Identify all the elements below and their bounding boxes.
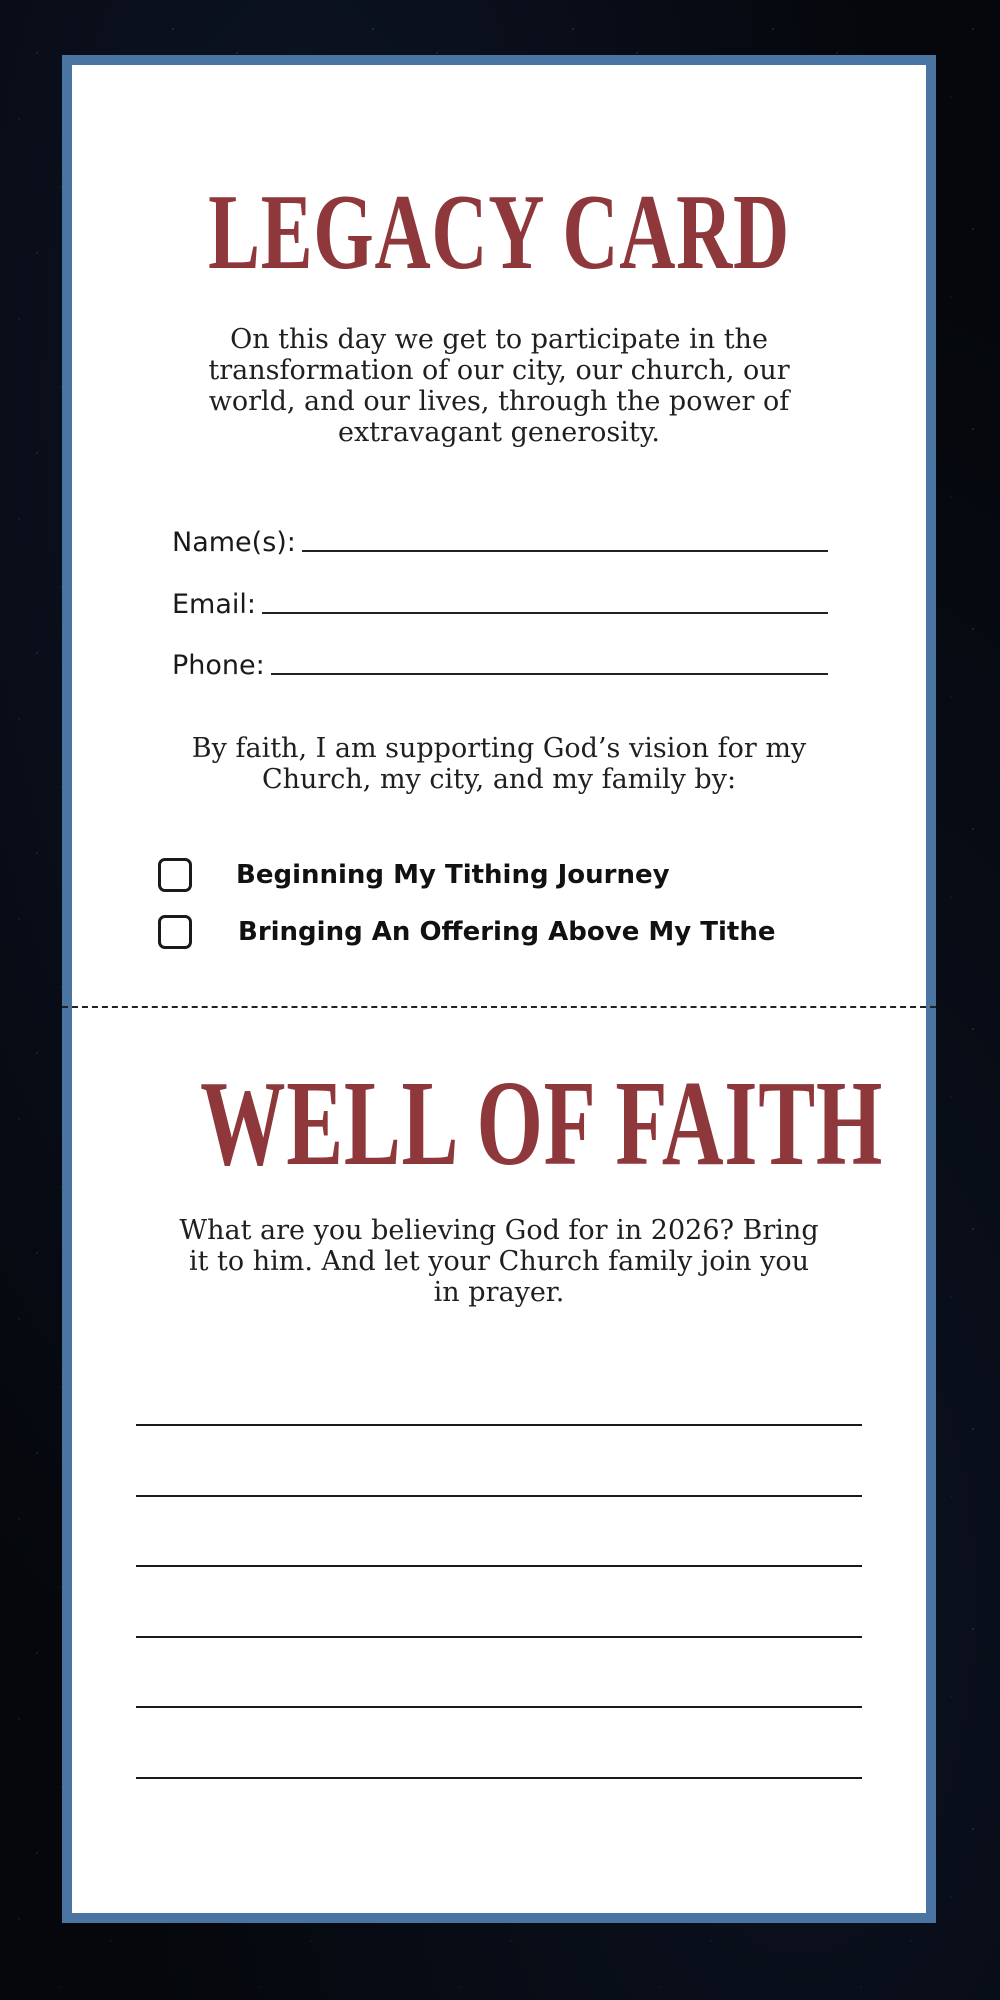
prayer-writing-line[interactable] xyxy=(136,1565,862,1567)
offering-above-tithe-option[interactable] xyxy=(158,912,775,952)
tear-line-divider xyxy=(62,1006,936,1008)
name-field[interactable] xyxy=(172,527,828,558)
phone-label: Phone: xyxy=(172,650,265,681)
prayer-writing-line[interactable] xyxy=(136,1495,862,1497)
phone-field[interactable] xyxy=(172,650,828,681)
tithing-journey-option[interactable] xyxy=(158,855,670,895)
well-of-faith-prompt: What are you believing God for in 2026? Bring it to him. And let your Church family join you in prayer. xyxy=(179,1215,819,1308)
prayer-writing-line[interactable] xyxy=(136,1424,862,1426)
legacy-card-intro: On this day we get to participate in the transformation of our city, our church, our world, and our lives, through the power of extravagant generosity. xyxy=(208,324,790,448)
prayer-writing-line[interactable] xyxy=(136,1706,862,1708)
offering-above-tithe-checkbox[interactable] xyxy=(158,915,192,949)
tithing-journey-label: Beginning My Tithing Journey xyxy=(236,860,670,890)
offering-above-tithe-label: Bringing An Offering Above My Tithe xyxy=(238,917,776,947)
prayer-writing-line[interactable] xyxy=(136,1636,862,1638)
name-label: Name(s): xyxy=(172,527,296,558)
email-field[interactable] xyxy=(172,589,828,620)
prayer-writing-line[interactable] xyxy=(136,1777,862,1779)
faith-statement: By faith, I am supporting God’s vision for my Church, my city, and my family by: xyxy=(191,733,807,795)
legacy-card xyxy=(62,55,936,1923)
name-input-line[interactable] xyxy=(302,550,828,552)
phone-input-line[interactable] xyxy=(271,673,828,675)
email-input-line[interactable] xyxy=(262,612,828,614)
tithing-journey-checkbox[interactable] xyxy=(158,858,192,892)
email-label: Email: xyxy=(172,589,257,620)
well-of-faith-title: WELL OF FAITH xyxy=(200,1056,884,1191)
legacy-card-title: LEGACY CARD xyxy=(208,173,790,292)
